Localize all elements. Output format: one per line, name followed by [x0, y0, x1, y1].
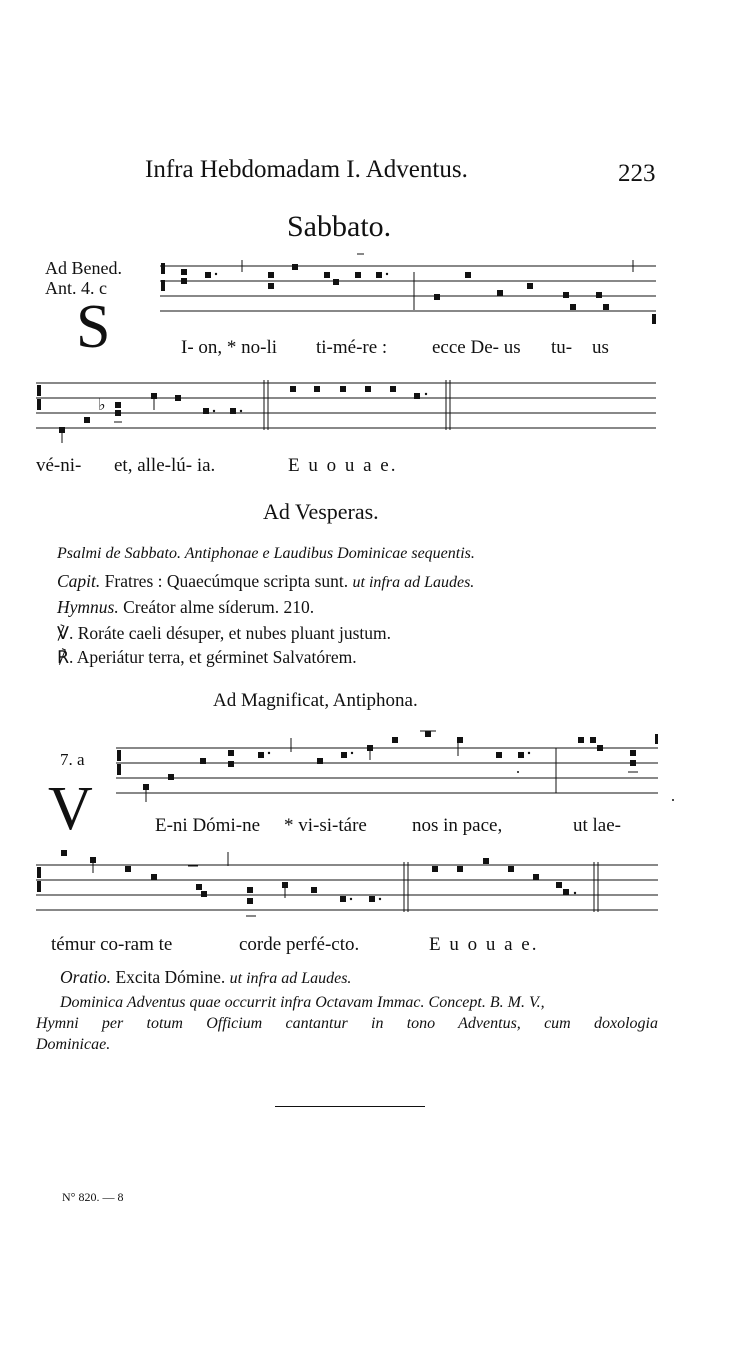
hymnus-text: Creátor alme síderum. 210.	[123, 597, 315, 617]
oratio-text: Excita Dómine.	[115, 967, 226, 987]
day-title: Sabbato.	[287, 210, 392, 243]
lyric-syllable: vé-ni-	[36, 455, 82, 476]
printer-signature: N° 820. — 8	[62, 1190, 124, 1204]
versicle-symbol: ℣.	[57, 623, 74, 643]
lyric-syllable: témur co-ram te	[51, 934, 173, 955]
oratio-line	[60, 967, 351, 988]
lyric-syllable: tu-	[551, 337, 573, 358]
capit-label: Capit.	[57, 571, 101, 591]
separator-rule	[275, 1106, 425, 1107]
initial-letter-s: S	[76, 293, 111, 361]
capit-text: Fratres : Quaecúmque scripta sunt.	[104, 571, 349, 591]
lyric-syllable: I- on, * no-li	[181, 337, 278, 358]
svg-text:♭: ♭	[98, 395, 106, 414]
lyric-syllable: corde perfé-cto.	[239, 934, 360, 955]
lyric-syllable: et, alle-lú- ia.	[114, 455, 216, 476]
lyric-syllable: ut lae-	[573, 815, 622, 836]
initial-letter-v: V	[48, 775, 93, 843]
oratio-label: Oratio.	[60, 967, 112, 987]
response-text: Aperiátur terra, et gérminet Salvatórem.	[76, 647, 357, 667]
capit-ref: ut infra ad Laudes.	[352, 574, 475, 591]
lyric-syllable: * vi-si-táre	[284, 815, 367, 836]
euouae: E u o u a e.	[429, 934, 539, 955]
rubric-line-1: Dominica Adventus quae occurrit infra Octavam Immac. Concept. B. M. V.,	[60, 994, 545, 1011]
lyric-syllable: us	[592, 337, 609, 358]
lyric-syllable: ti-mé-re :	[316, 337, 388, 358]
oratio-ref: ut infra ad Laudes.	[229, 970, 352, 987]
magnificat-title: Ad Magnificat, Antiphona.	[213, 690, 418, 711]
psalmi-rubric: Psalmi de Sabbato. Antiphonae e Laudibus Dominicae sequentis.	[57, 545, 475, 562]
hymnus-label: Hymnus.	[57, 597, 119, 617]
mode-label: 7. a	[60, 750, 85, 769]
rubric-line-2: Hymni per totum Officium cantantur in tono Adventus, cum doxologia	[36, 1015, 658, 1032]
lyric-syllable: E-ni Dómi-ne	[155, 815, 261, 836]
lyric-syllable: nos in pace,	[412, 815, 503, 836]
section-title-vesperas: Ad Vesperas.	[263, 499, 379, 524]
lyric-syllable: ecce De- us	[432, 337, 521, 358]
response-symbol: ℟.	[57, 647, 74, 667]
antiphon-label-line1: Ad Bened.	[45, 258, 122, 278]
running-title: Infra Hebdomadam I. Adventus.	[145, 156, 468, 183]
rubric-line-3: Dominicae.	[36, 1036, 111, 1053]
antiphon-label-line2: Ant. 4. c	[45, 278, 107, 298]
page-number: 223	[618, 160, 656, 187]
euouae: E u o u a e.	[288, 455, 398, 476]
versicle-text: Roráte caeli désuper, et nubes pluant justum.	[77, 623, 391, 643]
